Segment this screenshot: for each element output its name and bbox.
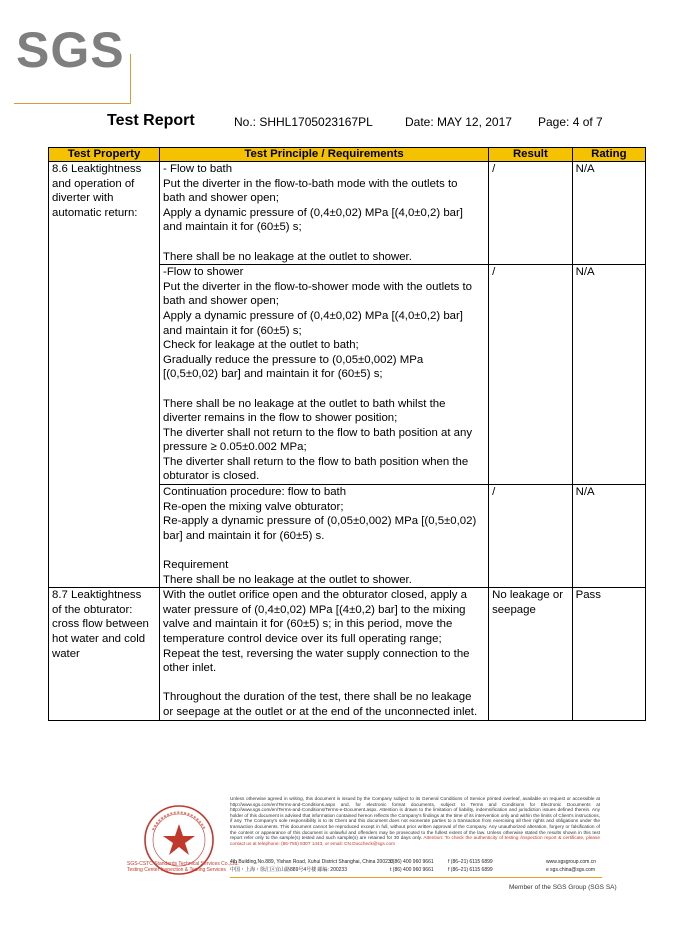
logo-rule-vertical xyxy=(130,54,131,104)
fax: f (86–21) 6115 6899 xyxy=(448,859,493,865)
rating-cell: N/A xyxy=(572,162,645,265)
disclaimer-text: Unless otherwise agreed in writing, this document is issued by the Company subject to its General Conditions of Service printed overleaf, available on request or accessible at http://www.sgs.com/en/Terms-and-Conditions.aspx and, for electronic format documents, subject to Terms and Conditions for Electronic Documents at http://www.sgs.com/en/Terms-and-Conditions/Terms-e-Document.aspx. Attention is drawn to the limitation of liability, indemnification and jurisdiction issues defined therein. Any holder of this document is advised that information contained hereon reflects the Company's findings at the time of its intervention only and within the limits of Client's instructions, if any. The Company's sole responsibility is to its Client and this document does not exonerate parties to a transaction from exercising all their rights and obligations under the transaction documents. This document cannot be reproduced except in full, without prior written approval of the Company. Any unauthorized alteration, forgery or falsification of the content or appearance of this document is unlawful and offenders may be prosecuted to the fullest extent of the law. Unless otherwise stated the results shown in this test report refer only to the sample(s) tested and such sample(s) are retained for 30 days only. xyxy=(230,796,600,841)
principle-cell xyxy=(160,265,489,485)
principle-text: or seepage at the outlet or at the end of the unconnected inlet. xyxy=(163,705,478,718)
principle-text: With the outlet orifice open and the obturator closed, apply a xyxy=(163,589,467,602)
principle-text: Apply a dynamic pressure of (0,4±0,02) MPa [(4,0±0,2) bar] xyxy=(163,206,463,219)
stamp-line: SGS-CSTC Standards Technical Services Co.,Ltd. xyxy=(127,861,239,867)
principle-text: and maintain it for (60±5) s; xyxy=(163,324,302,337)
disclaimer xyxy=(230,796,600,846)
principle-text: Put the diverter in the flow-to-bath mode with the outlets to xyxy=(163,177,458,190)
property-text: and operation of xyxy=(52,177,135,190)
blank-line xyxy=(163,543,485,558)
rating-cell: N/A xyxy=(572,265,645,485)
table-header-row xyxy=(49,148,646,162)
telephone: t (86) 400 960 9661 xyxy=(390,867,434,873)
address-en-row xyxy=(230,859,602,865)
company-stamp-icon xyxy=(133,800,225,886)
footer-rule xyxy=(230,877,602,878)
principle-text: bath and shower open; xyxy=(163,192,279,205)
header-test-property: Test Property xyxy=(49,148,160,162)
principle-text: other inlet. xyxy=(163,662,217,675)
website: www.sgsgroup.com.cn xyxy=(546,859,597,865)
property-text: 8.6 Leaktightness xyxy=(52,163,142,175)
rating-cell: N/A xyxy=(572,485,645,588)
principle-cell xyxy=(160,162,489,265)
table-row xyxy=(49,162,646,265)
principle-text: bath and shower open; xyxy=(163,295,279,308)
sgs-logo xyxy=(14,20,132,88)
report-date: Date: MAY 12, 2017 xyxy=(405,115,512,129)
principle-text: [(0,5±0,02) bar] and maintain it for (60±5) s; xyxy=(163,368,383,381)
principle-text: Requirement xyxy=(163,559,229,572)
principle-text: Re-apply a dynamic pressure of (0,05±0,002) MPa [(0,5±0,02) xyxy=(163,515,477,528)
member-text: Member of the SGS Group (SGS SA) xyxy=(509,884,617,891)
principle-text: temperature control device over its full operating range; xyxy=(163,633,442,645)
principle-text: - Flow to bath xyxy=(163,163,233,175)
principle-text: There shall be no leakage at the outlet to bath whilst the xyxy=(163,397,446,410)
stamp-line: Testing Center Inspection & Testing Services xyxy=(127,867,226,873)
property-text: hot water and cold xyxy=(52,633,146,645)
principle-text: bar] and maintain it for (60±5) s. xyxy=(163,529,325,542)
principle-text: and maintain it for (60±5) s; xyxy=(163,221,302,234)
principle-text: Continuation procedure: flow to bath xyxy=(163,486,347,499)
logo-text: SGS xyxy=(16,22,125,78)
blank-line xyxy=(163,676,485,691)
header-rating: Rating xyxy=(572,148,645,162)
stamp-caption xyxy=(127,861,239,873)
blank-line xyxy=(163,235,485,250)
address-en: 4th Building,No.889, Yishan Road, Xuhui District Shanghai, China 200233 xyxy=(230,859,394,865)
address-cn: 中国・上海・徐汇区宜山路889号4号楼 邮编: 200233 xyxy=(230,867,347,873)
principle-text: There shall be no leakage at the outlet to shower. xyxy=(163,573,412,586)
principle-text: Apply a dynamic pressure of (0,4±0,02) MPa [(4,0±0,2) bar] xyxy=(163,309,463,322)
rating-cell: Pass xyxy=(572,588,645,720)
principle-text: obturator is closed. xyxy=(163,470,260,483)
principle-text: pressure ≥ 0.05±0.002 MPa; xyxy=(163,441,307,454)
property-text: water xyxy=(52,647,80,660)
principle-text: -Flow to shower xyxy=(163,266,244,279)
telephone: t (86) 400 960 9661 xyxy=(390,859,434,865)
test-table xyxy=(48,147,646,721)
principle-text: Put the diverter in the flow-to-shower mode with the outlets to xyxy=(163,280,472,293)
report-title: Test Report xyxy=(107,112,195,129)
report-number: No.: SHHL1705023167PL xyxy=(234,115,373,129)
property-text: automatic return: xyxy=(52,206,138,219)
property-cell xyxy=(49,162,160,588)
header-test-principle: Test Principle / Requirements xyxy=(160,148,489,162)
header-result: Result xyxy=(489,148,573,162)
result-cell: / xyxy=(489,162,573,265)
principle-text: diverter remains in the flow to shower position; xyxy=(163,412,398,425)
principle-text: Repeat the test, reversing the water supply connection to the xyxy=(163,647,470,660)
principle-cell xyxy=(160,588,489,720)
principle-text: Throughout the duration of the test, there shall be no leakage xyxy=(163,691,472,704)
result-cell: / xyxy=(489,265,573,485)
attention-text: Attention: To check the authenticity of testing /inspection report & certificate, please contact us at telephone: (86-755) 8307 1443, or email: CN.Doccheck@sgs.com xyxy=(230,835,600,846)
principle-cell xyxy=(160,485,489,588)
fax: f (86–21) 6115 6899 xyxy=(448,867,493,873)
principle-text: Re-open the mixing valve obturator; xyxy=(163,500,344,513)
property-text: of the obturator: xyxy=(52,603,133,616)
address-cn-row xyxy=(230,867,602,873)
logo-rule-horizontal xyxy=(14,103,131,104)
principle-text: There shall be no leakage at the outlet to shower. xyxy=(163,250,412,263)
result-cell xyxy=(489,588,573,720)
email: e sgs.china@sgs.com xyxy=(546,867,595,873)
principle-text: The diverter shall return to the flow to bath position when the xyxy=(163,455,469,468)
principle-text: The diverter shall not return to the flow to bath position at any xyxy=(163,426,473,439)
principle-text: Gradually reduce the pressure to (0,05±0,002) MPa xyxy=(163,353,424,366)
property-text: 8.7 Leaktightness xyxy=(52,589,142,602)
property-text: cross flow between xyxy=(52,618,149,631)
property-text: diverter with xyxy=(52,192,114,205)
page-number: Page: 4 of 7 xyxy=(538,115,603,129)
report-header xyxy=(0,112,700,134)
principle-text: Check for leakage at the outlet to bath; xyxy=(163,339,359,352)
blank-line xyxy=(163,382,485,397)
result-text: No leakage or seepage xyxy=(492,589,564,616)
table-row xyxy=(49,588,646,720)
principle-text: water pressure of (0,4±0,02) MPa [(4±0,2) bar] to the mixing xyxy=(163,603,466,616)
principle-text: valve and maintain it for (60±5) s; in this period, move the xyxy=(163,618,453,631)
property-cell xyxy=(49,588,160,720)
result-cell: / xyxy=(489,485,573,588)
